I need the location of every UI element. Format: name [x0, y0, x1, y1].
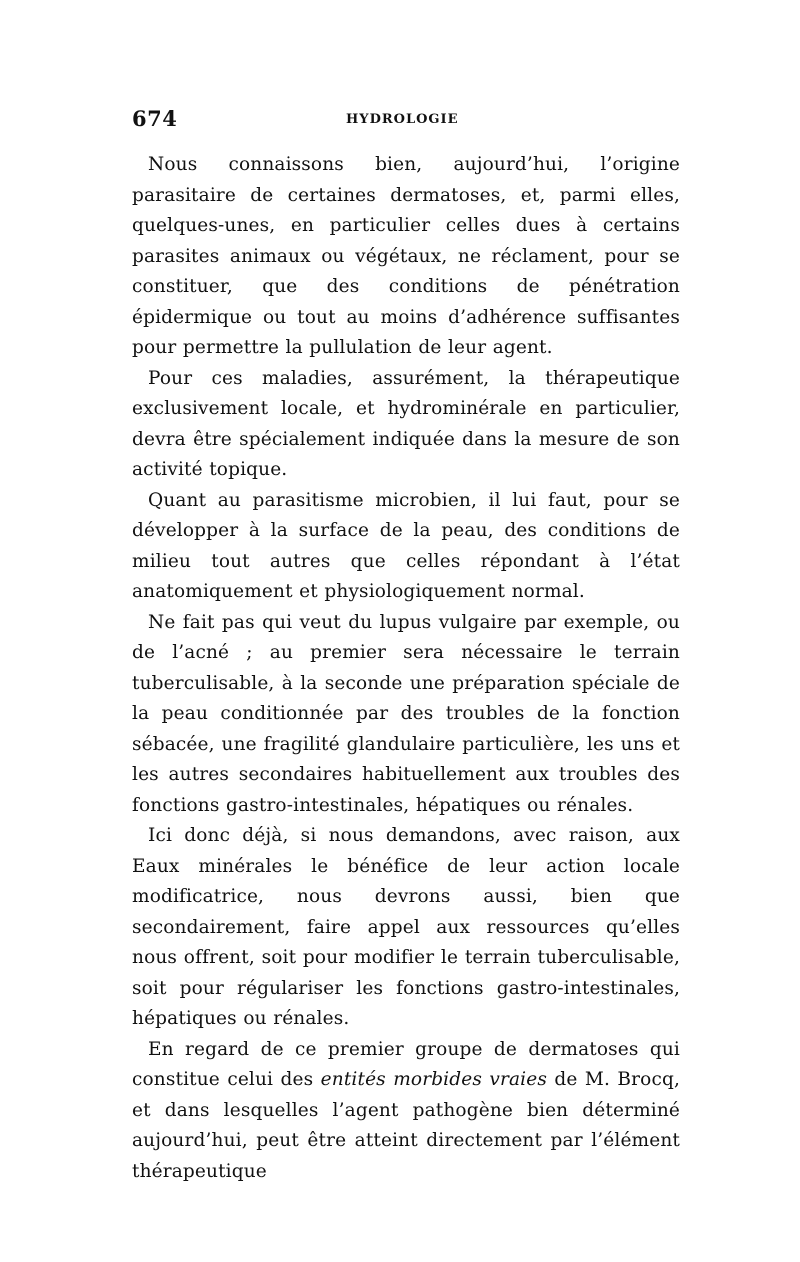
paragraph-4: Ne fait pas qui veut du lupus vulgaire par exemple, ou de l’acné ; au premier sera nécessaire le terrain tuberculisable, à la seconde une préparation spéciale de la peau conditionnée par des troubles de la fonction sébacée, une fragilité glandulaire particulière, les uns et les autres secondaires habituellement aux troubles des fonctions gastro-intestinales, hépatiques ou rénales.: [132, 611, 680, 816]
paragraph-1: Nous connaissons bien, aujourd’hui, l’origine parasitaire de certaines dermatoses, et, parmi elles, quelques-unes, en particulier celles dues à certains parasites animaux ou végétaux, ne réclament, pour se constituer, que des conditions de pénétration épidermique ou tout au moins d’adhérence suffisantes pour permettre la pullulation de leur agent.: [132, 154, 680, 358]
paragraph-6-end: de M. Brocq, et dans lesquelles l’agent pathogène bien déterminé aujourd’hui, peut être atteint directement par l’élément thérapeutique: [132, 1069, 680, 1182]
body-text: [132, 150, 680, 1187]
paragraph-6: [132, 1035, 680, 1188]
paragraph-3: Quant au parasitisme microbien, il lui faut, pour se développer à la surface de la peau, des conditions de milieu tout autres que celles répondant à l’état anatomiquement et physiologiquement normal.: [132, 489, 680, 602]
page-header: [132, 106, 680, 136]
paragraph-6-start: En regard de ce premier groupe de dermatoses qui constitue celui des: [132, 1038, 680, 1090]
italic-term: entités morbides vraies: [320, 1069, 547, 1090]
paragraph-5: Ici donc déjà, si nous demandons, avec raison, aux Eaux minérales le bénéfice de leur action locale modificatrice, nous devrons aussi, bien que secondairement, faire appel aux ressources qu’elles nous offrent, soit pour modifier le terrain tuberculisable, soit pour régulariser les fonctions gastro-intestinales, hépatiques ou rénales.: [132, 825, 680, 1029]
running-title: HYDROLOGIE: [346, 112, 459, 127]
page-number: 674: [132, 106, 178, 131]
paragraph-2: Pour ces maladies, assurément, la thérapeutique exclusivement locale, et hydrominérale en particulier, devra être spécialement indiquée dans la mesure de son activité topique.: [132, 367, 680, 480]
